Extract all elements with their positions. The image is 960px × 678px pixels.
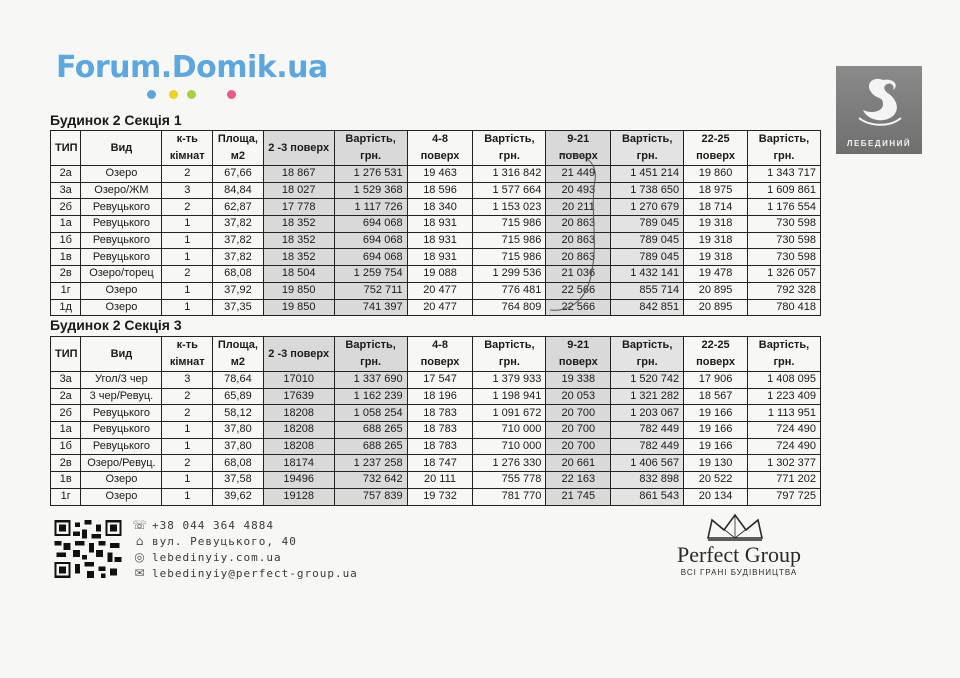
table-row (51, 166, 821, 183)
table-cell: 741 397 (334, 299, 407, 316)
section-title: Будинок 2 Секція 1 (50, 112, 182, 128)
table-cell: 797 725 (747, 488, 820, 505)
table-cell: 19496 (263, 472, 334, 489)
watermark-dot (187, 90, 196, 99)
table-cell: 694 068 (334, 216, 407, 233)
table-cell: Озеро/ЖМ (81, 182, 162, 199)
table-cell: 62,87 (213, 199, 264, 216)
table-cell: 789 045 (611, 232, 684, 249)
table-cell: 19 318 (684, 232, 748, 249)
table-cell: 2б (51, 199, 81, 216)
table-cell: 1 198 941 (473, 388, 546, 405)
table-cell: 1 299 536 (473, 266, 546, 283)
table-cell: 1 (162, 422, 213, 439)
table-row (51, 182, 821, 199)
table-cell: 20 863 (546, 232, 611, 249)
table-cell: 832 898 (611, 472, 684, 489)
table-cell: 1 091 672 (473, 405, 546, 422)
table-cell: 20 134 (684, 488, 748, 505)
table-cell: 78,64 (213, 372, 264, 389)
table-cell: 755 778 (473, 472, 546, 489)
table-cell: 715 986 (473, 232, 546, 249)
table-cell: 18208 (263, 438, 334, 455)
table-cell: Ревуцького (81, 249, 162, 266)
header-area: Площа, м2 (213, 131, 264, 166)
header-floor: 2 -3 поверх (263, 131, 334, 166)
table-cell: 789 045 (611, 249, 684, 266)
phone-text: +38 044 364 4884 (152, 519, 274, 532)
table-cell: 19 732 (407, 488, 473, 505)
table-cell: 18 867 (263, 166, 334, 183)
table-cell: Озеро (81, 166, 162, 183)
table-cell: 2 (162, 199, 213, 216)
header-floor: 9-21 поверх (546, 131, 611, 166)
table-cell: Озеро (81, 472, 162, 489)
table-cell: 37,82 (213, 232, 264, 249)
table-cell: 20 700 (546, 405, 611, 422)
table-cell: 757 839 (334, 488, 407, 505)
table-cell: 781 770 (473, 488, 546, 505)
globe-icon: ◎ (134, 550, 146, 564)
header-floor: 4-8 поверх (407, 131, 473, 166)
table-cell: 2а (51, 388, 81, 405)
table-cell: 1 529 368 (334, 182, 407, 199)
table-row (51, 266, 821, 283)
table-cell: 39,62 (213, 488, 264, 505)
table-cell: 1г (51, 282, 81, 299)
header-price: Вартість, грн. (473, 131, 546, 166)
phone-icon: ☏ (132, 518, 149, 532)
table-cell: 22 163 (546, 472, 611, 489)
header-price: Вартість, грн. (611, 337, 684, 372)
table-cell: Озеро/Ревуц. (81, 455, 162, 472)
table-row (51, 372, 821, 389)
table-cell: 20 863 (546, 249, 611, 266)
table-cell: 84,84 (213, 182, 264, 199)
table-cell: 17 906 (684, 372, 748, 389)
table-cell: 2в (51, 455, 81, 472)
table-cell: 1 276 330 (473, 455, 546, 472)
table-cell: 18174 (263, 455, 334, 472)
table-cell: 855 714 (611, 282, 684, 299)
table-cell: 724 490 (747, 422, 820, 439)
table-cell: 2б (51, 405, 81, 422)
table-cell: 764 809 (473, 299, 546, 316)
table-cell: 1 113 951 (747, 405, 820, 422)
perfect-group-logo (664, 512, 814, 582)
table-cell: Ревуцького (81, 232, 162, 249)
table-cell: 710 000 (473, 438, 546, 455)
table-cell: Озеро/торец (81, 266, 162, 283)
table-cell: 694 068 (334, 249, 407, 266)
table-cell: 18 504 (263, 266, 334, 283)
table-cell: Ревуцького (81, 199, 162, 216)
table-cell: 37,58 (213, 472, 264, 489)
table-cell: 1г (51, 488, 81, 505)
table-cell: 58,12 (213, 405, 264, 422)
forum-watermark: Forum.Domik.ua (56, 50, 328, 85)
header-rooms: к-ть кімнат (162, 337, 213, 372)
table-cell: 2а (51, 166, 81, 183)
header-floor: 22-25 поверх (684, 337, 748, 372)
table-cell: 782 449 (611, 438, 684, 455)
table-cell: 21 745 (546, 488, 611, 505)
table-cell: 1 (162, 282, 213, 299)
header-type: ТИП (51, 131, 81, 166)
table-cell: 752 711 (334, 282, 407, 299)
table-cell: 18 596 (407, 182, 473, 199)
table-cell: 789 045 (611, 216, 684, 233)
table-cell: 1а (51, 216, 81, 233)
table-cell: 1 259 754 (334, 266, 407, 283)
table-cell: 3а (51, 182, 81, 199)
table-cell: 1 (162, 216, 213, 233)
table-cell: 65,89 (213, 388, 264, 405)
table-cell: 17 778 (263, 199, 334, 216)
watermark-dot (147, 90, 156, 99)
table-cell: 1 326 057 (747, 266, 820, 283)
email-text: lebedinyiy@perfect-group.ua (152, 567, 358, 580)
table-cell: Озеро (81, 488, 162, 505)
table-cell: 782 449 (611, 422, 684, 439)
table-cell: 19 318 (684, 216, 748, 233)
header-price: Вартість, грн. (747, 131, 820, 166)
table-cell: 19 850 (263, 299, 334, 316)
header-price: Вартість, грн. (747, 337, 820, 372)
table-cell: Ревуцького (81, 422, 162, 439)
table-cell: 842 851 (611, 299, 684, 316)
table-cell: 17639 (263, 388, 334, 405)
table-cell: 19 166 (684, 438, 748, 455)
table-cell: 1в (51, 249, 81, 266)
header-rooms: к-ть кімнат (162, 131, 213, 166)
watermark-dot (169, 90, 178, 99)
header-view: Вид (81, 337, 162, 372)
table-cell: 37,82 (213, 216, 264, 233)
table-cell: 17010 (263, 372, 334, 389)
table-cell: 37,35 (213, 299, 264, 316)
table-cell: 730 598 (747, 232, 820, 249)
header-price: Вартість, грн. (473, 337, 546, 372)
table-cell: 1 577 664 (473, 182, 546, 199)
table-cell: 1 203 067 (611, 405, 684, 422)
table-cell: 37,92 (213, 282, 264, 299)
table-cell: 19128 (263, 488, 334, 505)
table-cell: 1 432 141 (611, 266, 684, 283)
table-cell: 20 863 (546, 216, 611, 233)
table-cell: 20 700 (546, 422, 611, 439)
table-cell: 1 (162, 299, 213, 316)
table-cell: 19 318 (684, 249, 748, 266)
table-cell: 18 352 (263, 249, 334, 266)
table-cell: 3 (162, 372, 213, 389)
table-row (51, 405, 821, 422)
table-cell: 19 463 (407, 166, 473, 183)
header-price: Вартість, грн. (611, 131, 684, 166)
table-cell: 1 451 214 (611, 166, 684, 183)
table-cell: Ревуцького (81, 438, 162, 455)
table-cell: 37,80 (213, 438, 264, 455)
table-cell: 68,08 (213, 266, 264, 283)
website-text: lebedinyiy.com.ua (152, 551, 282, 564)
table-cell: 20 211 (546, 199, 611, 216)
table-cell: 18208 (263, 422, 334, 439)
price-table-section-1 (50, 130, 821, 316)
table-cell: 19 860 (684, 166, 748, 183)
header-floor: 22-25 поверх (684, 131, 748, 166)
table-cell: 20 493 (546, 182, 611, 199)
table-cell: 710 000 (473, 422, 546, 439)
swan-logo-icon (853, 74, 905, 130)
table-cell: 1 153 023 (473, 199, 546, 216)
table-cell: 1 276 531 (334, 166, 407, 183)
table-cell: 715 986 (473, 249, 546, 266)
table-row (51, 216, 821, 233)
qr-code (54, 520, 122, 578)
table-row (51, 388, 821, 405)
table-cell: 1 321 282 (611, 388, 684, 405)
table-cell: 18 196 (407, 388, 473, 405)
header-area: Площа, м2 (213, 337, 264, 372)
table-cell: Озеро (81, 282, 162, 299)
table-cell: 1 343 717 (747, 166, 820, 183)
table-cell: 732 642 (334, 472, 407, 489)
table-cell: 20 895 (684, 299, 748, 316)
table-cell: Угол/3 чер (81, 372, 162, 389)
table-row (51, 249, 821, 266)
table-cell: 18 714 (684, 199, 748, 216)
table-cell: 18208 (263, 405, 334, 422)
watermark-dot (227, 90, 236, 99)
table-cell: 3а (51, 372, 81, 389)
table-cell: 1 609 861 (747, 182, 820, 199)
table-row (51, 438, 821, 455)
table-cell: 2в (51, 266, 81, 283)
table-cell: Ревуцького (81, 405, 162, 422)
table-cell: 1в (51, 472, 81, 489)
table-cell: 37,80 (213, 422, 264, 439)
table-cell: 1 408 095 (747, 372, 820, 389)
table-row (51, 232, 821, 249)
table-row (51, 472, 821, 489)
table-cell: 18 783 (407, 422, 473, 439)
table-cell: 792 328 (747, 282, 820, 299)
table-cell: 1а (51, 422, 81, 439)
table-cell: 20 111 (407, 472, 473, 489)
table-cell: 2 (162, 405, 213, 422)
table-cell: 18 352 (263, 232, 334, 249)
table-cell: 1 (162, 249, 213, 266)
table-cell: 1 (162, 472, 213, 489)
header-floor: 9-21 поверх (546, 337, 611, 372)
table-cell: 1 162 239 (334, 388, 407, 405)
table-cell: 20 477 (407, 282, 473, 299)
table-cell: 18 975 (684, 182, 748, 199)
table-cell: 18 747 (407, 455, 473, 472)
table-cell: 21 036 (546, 266, 611, 283)
table-cell: 21 449 (546, 166, 611, 183)
developer-tagline: ВСІ ГРАНІ БУДІВНИЦТВА (680, 568, 798, 577)
table-cell: 1 337 690 (334, 372, 407, 389)
contact-website[interactable] (132, 550, 282, 565)
brand-name: ЛЕБЕДИНИЙ (846, 139, 912, 148)
table-cell: 1 (162, 438, 213, 455)
table-cell: 771 202 (747, 472, 820, 489)
table-cell: 17 547 (407, 372, 473, 389)
table-row (51, 299, 821, 316)
table-cell: 20 700 (546, 438, 611, 455)
header-price: Вартість, грн. (334, 131, 407, 166)
table-cell: 1 (162, 232, 213, 249)
table-cell: 19 088 (407, 266, 473, 283)
table-cell: 18 931 (407, 216, 473, 233)
table-cell: 19 166 (684, 405, 748, 422)
table-cell: 715 986 (473, 216, 546, 233)
table-cell: Ревуцького (81, 216, 162, 233)
table-cell: 780 418 (747, 299, 820, 316)
table-cell: 2 (162, 166, 213, 183)
table-cell: 20 522 (684, 472, 748, 489)
price-table-section-3 (50, 336, 821, 506)
table-cell: 1 117 726 (334, 199, 407, 216)
section-title: Будинок 2 Секція 3 (50, 317, 182, 333)
table-row (51, 199, 821, 216)
header-price: Вартість, грн. (334, 337, 407, 372)
header-view: Вид (81, 131, 162, 166)
table-cell: 861 543 (611, 488, 684, 505)
home-icon: ⌂ (135, 534, 145, 548)
table-cell: 20 477 (407, 299, 473, 316)
crown-logo-icon (704, 512, 766, 542)
table-row (51, 488, 821, 505)
table-cell: 730 598 (747, 249, 820, 266)
table-cell: 18 783 (407, 405, 473, 422)
header-type: ТИП (51, 337, 81, 372)
table-cell: 1 (162, 488, 213, 505)
table-cell: 18 783 (407, 438, 473, 455)
table-cell: 1д (51, 299, 81, 316)
table-cell: 20 053 (546, 388, 611, 405)
table-cell: 19 130 (684, 455, 748, 472)
table-cell: 1 379 933 (473, 372, 546, 389)
table-cell: Озеро (81, 299, 162, 316)
table-cell: 724 490 (747, 438, 820, 455)
table-cell: 2 (162, 455, 213, 472)
table-cell: 776 481 (473, 282, 546, 299)
table-cell: 1 738 650 (611, 182, 684, 199)
table-cell: 19 478 (684, 266, 748, 283)
table-cell: 1б (51, 438, 81, 455)
table-cell: 18 340 (407, 199, 473, 216)
table-cell: 1 406 567 (611, 455, 684, 472)
table-cell: 1 176 554 (747, 199, 820, 216)
table-cell: 18 567 (684, 388, 748, 405)
table-cell: 1 058 254 (334, 405, 407, 422)
table-cell: 1 270 679 (611, 199, 684, 216)
table-cell: 68,08 (213, 455, 264, 472)
table-cell: 688 265 (334, 438, 407, 455)
table-cell: 18 931 (407, 249, 473, 266)
table-row (51, 422, 821, 439)
table-cell: 18 352 (263, 216, 334, 233)
table-cell: 3 (162, 182, 213, 199)
table-cell: 730 598 (747, 216, 820, 233)
address-text: вул. Ревуцького, 40 (152, 535, 297, 548)
table-cell: 2 (162, 388, 213, 405)
table-cell: 1 223 409 (747, 388, 820, 405)
table-cell: 19 850 (263, 282, 334, 299)
table-cell: 19 338 (546, 372, 611, 389)
header-floor: 4-8 поверх (407, 337, 473, 372)
table-cell: 694 068 (334, 232, 407, 249)
lebedinyi-logo (836, 66, 922, 154)
table-cell: 3 чер/Ревуц. (81, 388, 162, 405)
mail-icon: ✉ (134, 566, 146, 580)
contact-email[interactable] (132, 566, 358, 581)
contact-phone[interactable] (132, 518, 274, 533)
table-cell: 20 661 (546, 455, 611, 472)
table-cell: 1б (51, 232, 81, 249)
table-row (51, 455, 821, 472)
header-floor: 2 -3 поверх (263, 337, 334, 372)
table-cell: 1 237 258 (334, 455, 407, 472)
table-cell: 22 566 (546, 299, 611, 316)
table-cell: 688 265 (334, 422, 407, 439)
table-cell: 37,82 (213, 249, 264, 266)
table-cell: 20 895 (684, 282, 748, 299)
table-cell: 18 931 (407, 232, 473, 249)
table-row (51, 282, 821, 299)
contact-address (132, 534, 297, 549)
table-cell: 2 (162, 266, 213, 283)
table-cell: 22 566 (546, 282, 611, 299)
table-cell: 1 520 742 (611, 372, 684, 389)
table-cell: 67,66 (213, 166, 264, 183)
table-cell: 18 027 (263, 182, 334, 199)
developer-name: Perfect Group (676, 542, 801, 567)
table-cell: 19 166 (684, 422, 748, 439)
table-cell: 1 302 377 (747, 455, 820, 472)
table-cell: 1 316 842 (473, 166, 546, 183)
